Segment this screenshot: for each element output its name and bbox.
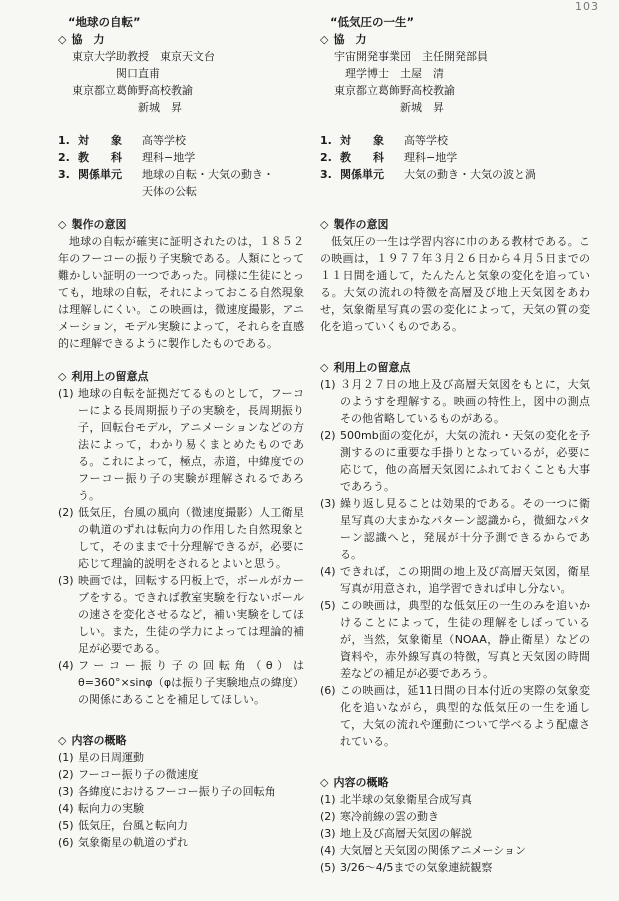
diamond-icon: ◇ (58, 33, 67, 46)
item-number: (6) (320, 684, 336, 697)
item-text: 星の日周運動 (78, 751, 144, 764)
item-number: (1) (320, 378, 336, 391)
item-number: (4) (58, 659, 74, 672)
left-usage-label: 利用上の留意点 (71, 370, 149, 383)
item-number: (3) (320, 497, 336, 510)
meta-number: 3. (58, 168, 70, 181)
right-cooperators (320, 48, 590, 116)
left-contents-heading (58, 732, 304, 749)
item-text: 地球の自転を証拠だてるものとして，フーコーによる長周期振り子の実験を，長周期振り子，回転台モデル，アニメーションなどの方法によって，わかり易くまとめたものである。これによって，極点，赤道，中緯度でのフーコー振り子の実験が理解されるであろう。 (78, 387, 304, 502)
left-cooperators (58, 48, 304, 116)
item-number: (2) (320, 429, 336, 442)
meta-key: 関係単元 (78, 168, 122, 181)
contents-item (58, 766, 304, 783)
right-cooperation-label: 協 力 (333, 33, 367, 46)
meta-value: 高等学校 (142, 134, 186, 147)
right-meta (320, 132, 590, 200)
item-text: 地上及び高層天気図の解説 (340, 827, 472, 840)
meta-row (320, 132, 590, 149)
meta-key: 教 科 (78, 151, 122, 164)
meta-row (58, 183, 304, 200)
item-number: (1) (320, 793, 336, 806)
item-number: (6) (58, 836, 74, 849)
meta-value: 理科−地学 (142, 151, 196, 164)
contents-item (58, 834, 304, 851)
meta-key: 関係単元 (340, 168, 384, 181)
item-number: (3) (320, 827, 336, 840)
left-contents-label: 内容の概略 (71, 734, 127, 747)
item-number: (4) (58, 802, 74, 815)
meta-row (320, 166, 590, 183)
diamond-icon: ◇ (320, 776, 329, 789)
spacer (58, 116, 304, 132)
right-intent-heading (320, 216, 590, 233)
cooperator-line: 東京都立葛飾野高校教諭 (334, 84, 455, 97)
meta-row (320, 149, 590, 166)
item-text: 500mb面の変化が，大気の流れ・天気の変化を予測するのに重要な手掛りとなっているが，必要に応じて，他の高層天気図にふれておくことも大事であろう。 (340, 429, 590, 493)
item-text: 低気圧，台風と転向力 (78, 819, 188, 832)
meta-number: 2. (320, 151, 332, 164)
meta-value: 高等学校 (404, 134, 448, 147)
usage-item (58, 504, 304, 572)
usage-item (58, 385, 304, 504)
meta-number: 3. (320, 168, 332, 181)
item-number: (3) (58, 574, 74, 587)
left-film-title: “地球の自転” (68, 15, 141, 29)
right-contents-heading (320, 774, 590, 791)
item-number: (5) (320, 599, 336, 612)
spacer (320, 200, 590, 216)
meta-row (58, 149, 304, 166)
cooperator-line: 関口直甫 (72, 67, 160, 80)
item-text: 気象衛星の軌道のずれ (78, 836, 188, 849)
usage-item (320, 376, 590, 427)
diamond-icon: ◇ (320, 361, 329, 374)
contents-item (58, 800, 304, 817)
right-intent-text: 低気圧の一生は学習内容に巾のある教材である。この映画は，１９７７年３月２６日から４月５日までの１１日間を通して，たんたんと気象の変化を追っている。大気の流れの特徴を高層及び地上天気図をあわせ，気象衛星写真の雲の変化によって，天気の質の変化を追っていくものである。 (320, 235, 590, 333)
spacer (58, 352, 304, 368)
item-number: (3) (58, 785, 74, 798)
left-intent-label: 製作の意図 (71, 218, 127, 231)
item-text: 寒冷前線の雲の動き (340, 810, 439, 823)
cooperator-line: 東京大学助教授 東京天文台 (72, 50, 215, 63)
left-contents-list (58, 749, 304, 851)
usage-item (58, 657, 304, 708)
item-text: この映画は，典型的な低気圧の一生のみを追いかけることによって，生徒の理解をしぼっているが，当然，気象衛星（NOAA，静止衛星）などの資料や，赤外線写真の特徴，写真と天気図の時間差などの補足が必要であろう。 (340, 599, 590, 680)
meta-key: 対 象 (78, 134, 122, 147)
item-text: 転向力の実験 (78, 802, 144, 815)
spacer (58, 708, 304, 732)
item-text: 大気層と天気図の関係アニメーション (340, 844, 527, 857)
usage-item (320, 563, 590, 597)
item-text: この映画は，延11日間の日本付近の実際の気象変化を追いながら，典型的な低気圧の一生を通して，大気の流れや運動について学べるよう配慮されている。 (340, 684, 590, 748)
diamond-icon: ◇ (58, 218, 67, 231)
item-number: (1) (58, 387, 74, 400)
left-usage-heading (58, 368, 304, 385)
item-number: (4) (320, 565, 336, 578)
meta-value: 地球の自転・大気の動き・ (142, 168, 274, 181)
meta-value: 天体の公転 (142, 185, 197, 198)
diamond-icon: ◇ (320, 218, 329, 231)
left-cooperation-heading (58, 31, 304, 48)
usage-item (58, 572, 304, 657)
page-number: 103 (575, 0, 599, 13)
spacer (58, 200, 304, 216)
right-contents-label: 内容の概略 (333, 776, 389, 789)
item-text: フーコー振り子の微速度 (78, 768, 199, 781)
item-text: 映画では，回転する円板上で，ボールがカーブをする。できれば教室実験を行ないボールの速さを変化させるなど，補い実験をしてほしい。また，生徒の学力によっては理論的補足が必要である。 (78, 574, 304, 655)
right-cooperation-heading (320, 31, 590, 48)
meta-value: 理科−地学 (404, 151, 458, 164)
right-usage-label: 利用上の留意点 (333, 361, 411, 374)
spacer (320, 750, 590, 774)
item-number: (2) (320, 810, 336, 823)
right-contents-list (320, 791, 590, 876)
contents-item (320, 808, 590, 825)
item-number: (5) (320, 861, 336, 874)
right-usage-heading (320, 359, 590, 376)
left-intent-text: 地球の自転が確実に証明されたのは，１８５２年のフーコーの振り子実験である。人類にとって難かしい証明の一つであった。同様に生徒にとっても，地球の自転，それによっておこる自然現象は理解しにくい。この映画は，微速度撮影，アニメーション，モデル実験によって，それらを直感的に理解できるように製作したものである。 (58, 235, 304, 350)
spacer (320, 183, 590, 200)
left-column (58, 14, 304, 851)
meta-number: 2. (58, 151, 70, 164)
cooperator-line: 理学博士 土屋 清 (334, 67, 444, 80)
meta-number: 1. (320, 134, 332, 147)
item-text: できれば，この期間の地上及び高層天気図，衛星写真が用意され，追学習できれば申し分ない。 (340, 565, 590, 595)
cooperator-line: 宇宙開発事業団 主任開発部員 (334, 50, 488, 63)
item-text: ３月２７日の地上及び高層天気図をもとに，大気のようすを理解する。映画の特性上，図中の測点その他省略しているものがある。 (340, 378, 590, 425)
diamond-icon: ◇ (58, 370, 67, 383)
item-text: 繰り返し見ることは効果的である。その一つに衛星写真の大まかなパターン認識から，微細なパターン認識へと，発展が十分予測できるからである。 (340, 497, 590, 561)
meta-number: 1. (58, 134, 70, 147)
usage-item (320, 597, 590, 682)
contents-item (58, 783, 304, 800)
meta-key (78, 183, 142, 200)
right-intent-label: 製作の意図 (333, 218, 389, 231)
item-number: (2) (58, 768, 74, 781)
right-usage-list (320, 376, 590, 750)
diamond-icon: ◇ (320, 33, 329, 46)
item-number: (4) (320, 844, 336, 857)
meta-row (58, 132, 304, 149)
spacer (320, 335, 590, 359)
left-meta (58, 132, 304, 200)
item-number: (1) (58, 751, 74, 764)
left-cooperation-label: 協 力 (71, 33, 105, 46)
usage-item (320, 682, 590, 750)
contents-item (58, 817, 304, 834)
right-column (320, 14, 590, 876)
item-text: フーコー振り子の回転角（θ）は θ=360°×sinφ（φは振り子実験地点の緯度）の関係にあることを補足してほしい。 (78, 659, 304, 706)
cooperator-line: 新城 昇 (334, 101, 444, 114)
diamond-icon: ◇ (58, 734, 67, 747)
left-intent-heading (58, 216, 304, 233)
item-number: (2) (58, 506, 74, 519)
item-text: 3/26〜4/5までの気象連続観察 (340, 861, 493, 874)
cooperator-line: 新城 昇 (72, 101, 182, 114)
usage-item (320, 427, 590, 495)
contents-item (320, 842, 590, 859)
contents-item (320, 859, 590, 876)
spacer (320, 116, 590, 132)
cooperator-line: 東京都立葛飾野高校教諭 (72, 84, 193, 97)
item-number: (5) (58, 819, 74, 832)
left-usage-list (58, 385, 304, 708)
item-text: 北半球の気象衛星合成写真 (340, 793, 472, 806)
meta-key: 対 象 (340, 134, 384, 147)
item-text: 低気圧，台風の風向（微速度撮影）人工衛星の軌道のずれは転向力の作用した自然現象として，そのままで十分理解できるが，必要に応じて理論的説明をされるとよいと思う。 (78, 506, 304, 570)
meta-key: 教 科 (340, 151, 384, 164)
usage-item (320, 495, 590, 563)
contents-item (320, 825, 590, 842)
right-film-title: “低気圧の一生” (330, 15, 415, 29)
meta-row (58, 166, 304, 183)
meta-value: 大気の動き・大気の波と渦 (404, 168, 536, 181)
contents-item (58, 749, 304, 766)
contents-item (320, 791, 590, 808)
item-text: 各緯度におけるフーコー振り子の回転角 (78, 785, 276, 798)
meta-number (58, 183, 78, 200)
